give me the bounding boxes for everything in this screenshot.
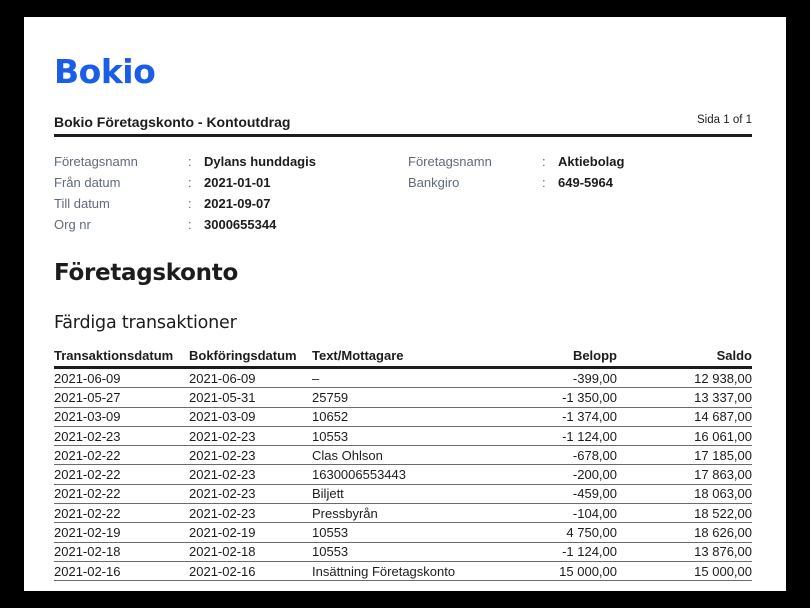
cell-transaction-date: 2021-02-22 xyxy=(54,446,189,465)
cell-amount: -678,00 xyxy=(482,446,617,465)
cell-amount: -459,00 xyxy=(482,484,617,503)
cell-amount: 4 750,00 xyxy=(482,523,617,542)
cell-booking-date: 2021-06-09 xyxy=(189,368,312,388)
cell-amount: -200,00 xyxy=(482,465,617,484)
info-separator: : xyxy=(188,175,192,190)
column-header-transaction-date: Transaktionsdatum xyxy=(54,344,189,368)
cell-balance: 17 185,00 xyxy=(617,446,752,465)
info-row-from-date xyxy=(54,172,316,193)
table-row xyxy=(54,446,752,465)
cell-booking-date: 2021-02-23 xyxy=(189,426,312,445)
info-value: Aktiebolag xyxy=(558,154,625,169)
cell-transaction-date: 2021-02-22 xyxy=(54,484,189,503)
cell-booking-date: 2021-05-31 xyxy=(189,388,312,407)
info-separator: : xyxy=(542,154,546,169)
info-value: 2021-09-07 xyxy=(204,196,271,211)
cell-text: Biljett xyxy=(312,484,482,503)
cell-text: 10553 xyxy=(312,426,482,445)
info-label: Företagsnamn xyxy=(54,154,138,169)
info-row-org-nr xyxy=(54,214,316,235)
document-title: Bokio Företagskonto - Kontoutdrag xyxy=(54,114,291,130)
cell-text: 1630006553443 xyxy=(312,465,482,484)
cell-transaction-date: 2021-05-27 xyxy=(54,388,189,407)
cell-booking-date: 2021-02-18 xyxy=(189,542,312,561)
section-title: Företagskonto xyxy=(54,260,238,286)
cell-booking-date: 2021-02-23 xyxy=(189,446,312,465)
transactions-table xyxy=(54,344,752,581)
info-label: Företagsnamn xyxy=(408,154,492,169)
table-row xyxy=(54,542,752,561)
account-info-left xyxy=(54,151,316,235)
cell-transaction-date: 2021-02-19 xyxy=(54,523,189,542)
info-value: Dylans hunddagis xyxy=(204,154,316,169)
cell-transaction-date: 2021-02-22 xyxy=(54,465,189,484)
cell-booking-date: 2021-02-19 xyxy=(189,523,312,542)
cell-transaction-date: 2021-06-09 xyxy=(54,368,189,388)
table-row xyxy=(54,484,752,503)
info-value: 3000655344 xyxy=(204,217,277,232)
cell-text: 10553 xyxy=(312,542,482,561)
cell-text: Clas Ohlson xyxy=(312,446,482,465)
cell-booking-date: 2021-02-23 xyxy=(189,504,312,523)
subsection-title: Färdiga transaktioner xyxy=(54,313,237,333)
info-label: Org nr xyxy=(54,217,91,232)
cell-amount: -104,00 xyxy=(482,504,617,523)
cell-balance: 18 522,00 xyxy=(617,504,752,523)
cell-amount: -1 124,00 xyxy=(482,426,617,445)
cell-text: 25759 xyxy=(312,388,482,407)
info-separator: : xyxy=(188,154,192,169)
cell-transaction-date: 2021-02-23 xyxy=(54,426,189,445)
cell-balance: 18 063,00 xyxy=(617,484,752,503)
cell-amount: 15 000,00 xyxy=(482,561,617,580)
table-row xyxy=(54,407,752,426)
column-header-balance: Saldo xyxy=(617,344,752,368)
cell-text: 10652 xyxy=(312,407,482,426)
column-header-text-recipient: Text/Mottagare xyxy=(312,344,482,368)
info-row-bankgiro xyxy=(408,172,624,193)
cell-balance: 14 687,00 xyxy=(617,407,752,426)
page-indicator: Sida 1 of 1 xyxy=(697,114,752,126)
bokio-logo: Bokio xyxy=(54,52,156,91)
account-info-right xyxy=(408,151,624,193)
info-label: Till datum xyxy=(54,196,110,211)
column-header-amount: Belopp xyxy=(482,344,617,368)
table-row xyxy=(54,426,752,445)
info-label: Bankgiro xyxy=(408,175,460,190)
cell-transaction-date: 2021-02-22 xyxy=(54,504,189,523)
table-row xyxy=(54,523,752,542)
info-row-company-type xyxy=(408,151,624,172)
cell-balance: 15 000,00 xyxy=(617,561,752,580)
cell-text: Insättning Företagskonto xyxy=(312,561,482,580)
cell-text: Pressbyrån xyxy=(312,504,482,523)
info-row-to-date xyxy=(54,193,316,214)
info-row-company-name xyxy=(54,151,316,172)
cell-balance: 18 626,00 xyxy=(617,523,752,542)
info-separator: : xyxy=(188,196,192,211)
info-label: Från datum xyxy=(54,175,121,190)
cell-balance: 13 337,00 xyxy=(617,388,752,407)
cell-booking-date: 2021-03-09 xyxy=(189,407,312,426)
cell-amount: -399,00 xyxy=(482,368,617,388)
table-row xyxy=(54,465,752,484)
column-header-booking-date: Bokföringsdatum xyxy=(189,344,312,368)
info-value: 2021-01-01 xyxy=(204,175,271,190)
cell-booking-date: 2021-02-16 xyxy=(189,561,312,580)
header-divider xyxy=(54,134,752,137)
table-header-row xyxy=(54,344,752,368)
info-separator: : xyxy=(542,175,546,190)
cell-booking-date: 2021-02-23 xyxy=(189,465,312,484)
cell-amount: -1 350,00 xyxy=(482,388,617,407)
statement-page xyxy=(24,17,786,591)
cell-balance: 16 061,00 xyxy=(617,426,752,445)
cell-transaction-date: 2021-03-09 xyxy=(54,407,189,426)
cell-transaction-date: 2021-02-18 xyxy=(54,542,189,561)
cell-amount: -1 124,00 xyxy=(482,542,617,561)
cell-balance: 17 863,00 xyxy=(617,465,752,484)
table-row xyxy=(54,368,752,388)
info-value: 649-5964 xyxy=(558,175,613,190)
cell-amount: -1 374,00 xyxy=(482,407,617,426)
table-row xyxy=(54,561,752,580)
cell-balance: 13 876,00 xyxy=(617,542,752,561)
table-row xyxy=(54,504,752,523)
cell-text: – xyxy=(312,368,482,388)
cell-balance: 12 938,00 xyxy=(617,368,752,388)
info-separator: : xyxy=(188,217,192,232)
cell-text: 10553 xyxy=(312,523,482,542)
cell-transaction-date: 2021-02-16 xyxy=(54,561,189,580)
table-row xyxy=(54,388,752,407)
cell-booking-date: 2021-02-23 xyxy=(189,484,312,503)
